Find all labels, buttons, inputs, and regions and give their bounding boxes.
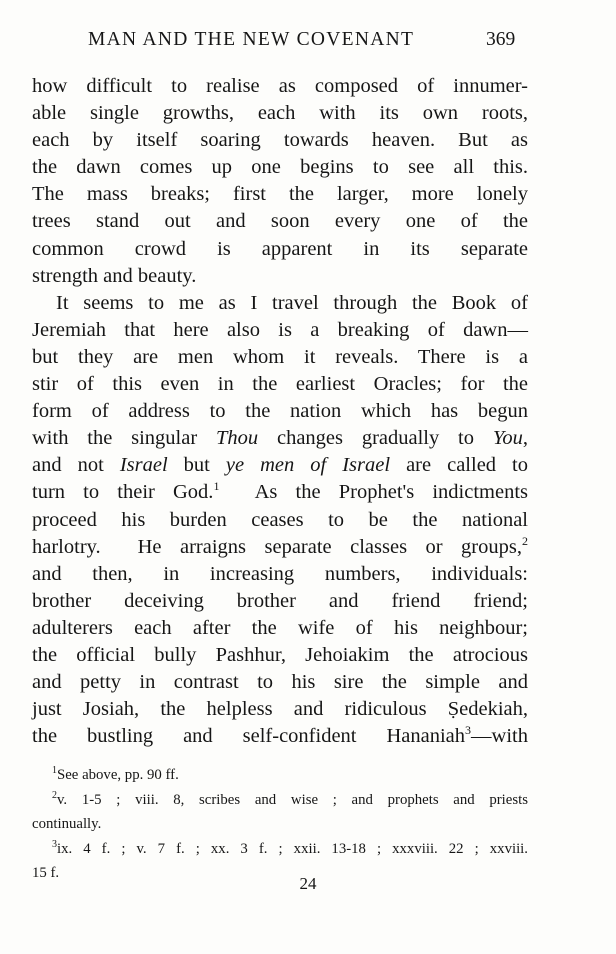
italic-word: You (492, 427, 523, 450)
text-line: but they are men whom it reveals. There is a (32, 345, 528, 368)
text-line: and then, in increasing numbers, individuals: (32, 562, 528, 585)
text-line: stir of this even in the earliest Oracles; for the (32, 373, 528, 396)
text-line: how difficult to realise as composed of innumer- (32, 75, 528, 97)
text-line: The mass breaks; first the larger, more lonely (32, 183, 528, 206)
text-line: adulterers each after the wife of his neighbour; (32, 616, 528, 639)
running-head (0, 29, 616, 55)
footnote-ref: 2 (522, 533, 528, 548)
footnote-marker: 1 (52, 765, 57, 776)
text-line: brother deceiving brother and friend friend; (32, 589, 528, 612)
page-number: 369 (486, 29, 516, 50)
text-line: harlotry. He arraigns separate classes or groups,$^2$ (32, 533, 528, 558)
footnote-1: $^1$See above, pp. 90 ff. (52, 765, 179, 783)
italic-word: Thou (216, 427, 259, 450)
body-text (32, 73, 528, 750)
paragraph-start: It seems to me as I travel through the Book of (56, 291, 528, 314)
text-line: each by itself soaring towards heaven. But as (32, 129, 528, 152)
text-line: strength and beauty. (32, 264, 197, 287)
text-line: common crowd is apparent in its separate (32, 237, 528, 260)
footnote-3-continued: 15 f. (32, 865, 60, 881)
text-line: the official bully Pashhur, Jehoiakim the atrocious (32, 643, 528, 666)
text-line: able single growths, each with its own roots, (32, 102, 528, 125)
text-line: with the singular Thou changes gradually to You, (32, 427, 528, 450)
text-line: form of address to the nation which has begun (32, 400, 528, 423)
footnote-ref: 3 (465, 723, 472, 738)
footnote-2-continued: continually. (32, 816, 102, 832)
text-line: Jeremiah that here also is a breaking of dawn— (32, 318, 528, 341)
text-line: and not Israel but ye men of Israel are called to (32, 454, 529, 477)
text-line: just Josiah, the helpless and ridiculous Ṣedekiah, (32, 698, 528, 721)
text-line: trees stand out and soon every one of the (32, 210, 528, 233)
footnote-ref: 1 (213, 479, 220, 494)
italic-word: Israel (119, 454, 168, 477)
text-line: proceed his burden ceases to be the national (32, 508, 528, 531)
text-line: the bustling and self-confident Hananiah$^3$—with (32, 723, 528, 748)
footnote-2: $^2$v. 1-5 ; viii. 8, scribes and wise ; and prophets and priests (52, 789, 528, 808)
footnotes (32, 763, 528, 886)
footnote-3: $^3$ix. 4 f. ; v. 7 f. ; xx. 3 f. ; xxii. 13-18 ; xxxviii. 22 ; xxviii. (52, 838, 528, 857)
signature-mark: 24 (299, 874, 317, 893)
text-line: turn to their God.$^1$ As the Prophet's indictments (32, 479, 529, 504)
footnote-marker: 3 (52, 838, 57, 850)
text-line: and petty in contrast to his sire the simple and (32, 671, 528, 694)
italic-phrase: ye men of Israel (225, 454, 391, 477)
running-title: MAN AND THE NEW COVENANT (88, 29, 415, 50)
text-line: the dawn comes up one begins to see all this. (32, 156, 528, 179)
footnote-marker: 2 (52, 789, 57, 801)
